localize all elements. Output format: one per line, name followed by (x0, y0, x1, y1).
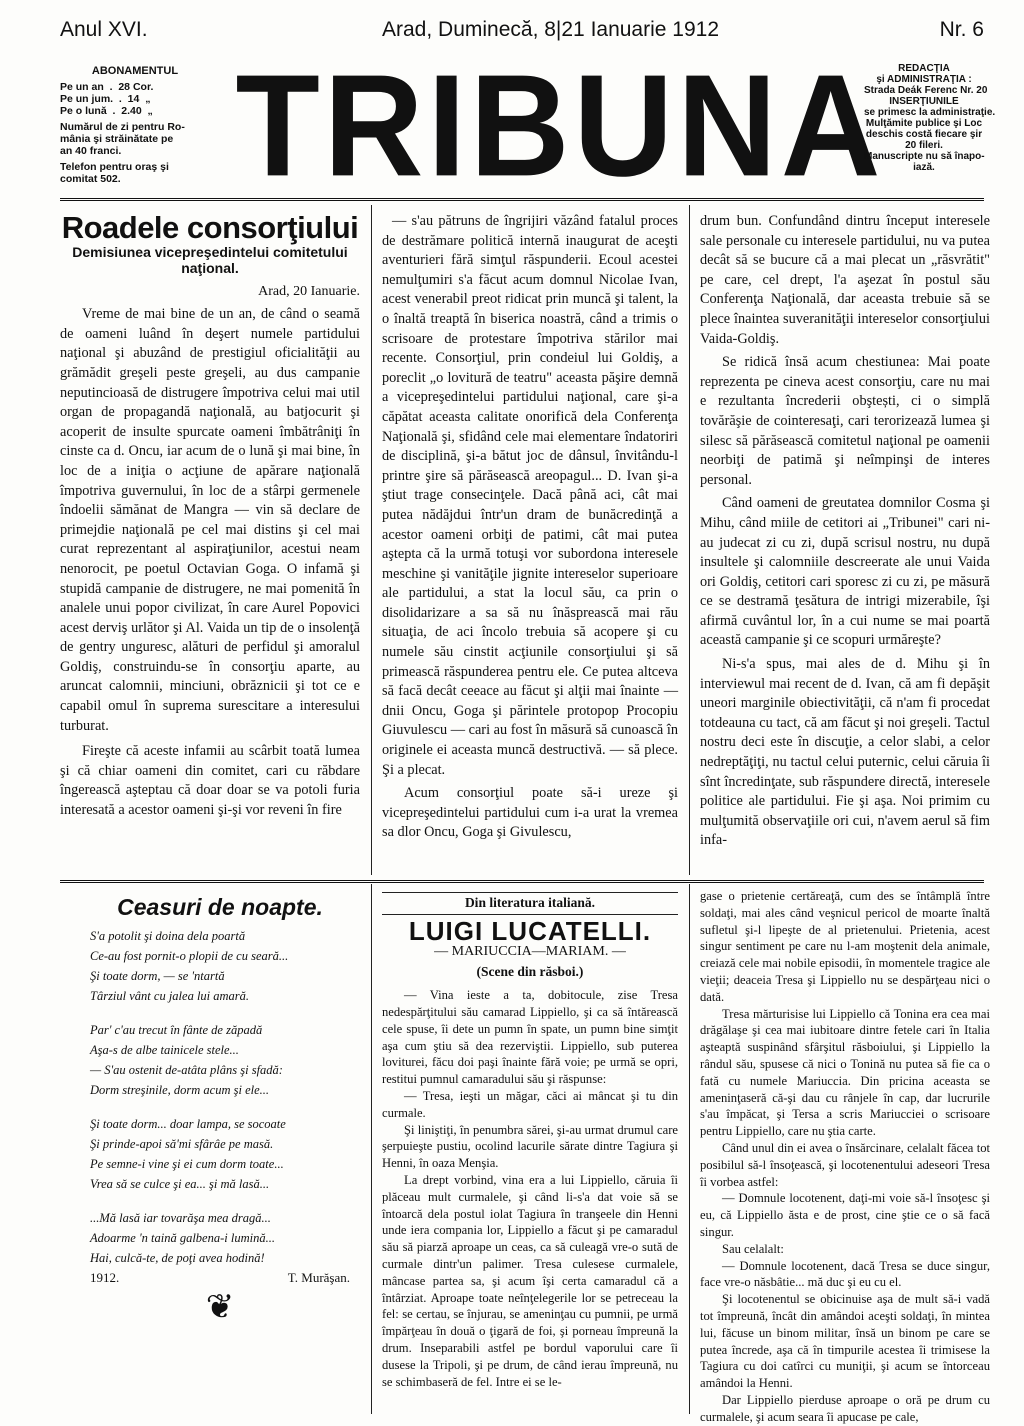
subscription-line: Pe o lună . 2.40 „ (60, 105, 153, 117)
office-line: 20 fileri. (905, 140, 943, 151)
poem-line: ...Mă lasă iar tovarăşa mea dragă... (90, 1210, 271, 1225)
paragraph: drum bun. Confundând dintru început interesele sale personale cu interesele partidului, nu va putea decât să se bucure că a mai plecat un „răsvrătit" pe care, cel drept, l'a aşezat în postul său Conferenţa Naţională, dar aceasta trebuie să se plece înaintea suveranităţii intereselor consorţiului Vaida-Goldiş. (700, 213, 990, 347)
paragraph: Sau celalalt: (722, 1241, 784, 1256)
story-title: — MARIUCCIA—MARIAM. — (434, 943, 626, 959)
article-date: Arad, 20 Ianuarie. (258, 283, 360, 299)
poem-line: — S'au ostenit de-atâta plâns şi sfadă: (90, 1062, 283, 1077)
paragraph: Şi locotenentul se obicinuise aşa de mult să-i vadă tot împreună, încât din amândoi aceşti soldaţi, în mintea lui, făcuse un binom militar, însă un binom pe care se putea încrede, aşa că în timpurile acestea îi trimisese la Tagiura cu doi catîrci cu muniţii, şi acum se întorceau amândoi la Henni. (700, 1292, 990, 1391)
subscription-line: Pe un an . 28 Cor. (60, 81, 154, 93)
paragraph: Tresa mărturisise lui Lippiello că Tonina era cea mai drăgălaşe şi cea mai iubitoare dintre fetele cari în Italia aşteaptă suspinând sfârşitul răsboiului, şi Lippiello la rândul său, spusese că nici o Tonină nu putea să fie ca o fată cu numele Mariuccia. Din pricina aceasta se ameninţaseră că-şi dau cu rânjele în cap, dar lucrurile s'au împăcat, şi Tersa a scris Mariucciei o scrisoare pentru Lippiello, care nu ştia carte. (700, 1006, 990, 1139)
office-line: şi ADMINISTRAŢIA : (876, 74, 972, 85)
paragraph: Când oameni de greutatea domnilor Cosma şi Mihu, când miile de cetitori ai „Tribunei" cari ni-au judecat zi cu zi, după scrisul nostru, nu după insultele şi calomniile descreerate ale unui Vaida ori Goldiş, cetitori cari sporesc zi cu zi, pe măsură ce se destramă ţesătura de intrigi mizerabile, îşi afirmă cuvântul lor, în a cui nume se mai poartă această campanie şi ce scopuri urmăreşte? (700, 495, 990, 649)
office-line: se primesc la administraţie. (864, 107, 996, 118)
article-column-1 (60, 210, 360, 821)
poem-author: T. Murăşan. (287, 1269, 350, 1285)
article-headline: Roadele consorţiului (61, 210, 359, 245)
poem-line: Vrea să se culce şi ea... şi mă lasă... (90, 1176, 270, 1191)
literature-column-2 (700, 888, 990, 1426)
paragraph: Fireşte că aceste infamii au scârbit toată lumea şi că chiar oameni din comitet, cari cu răbdare îngerească aşteptau că doar doar se va potoli furia interesată a acestor oameni şi-şi vor reveni în fire (60, 743, 360, 819)
office-line: Manuscripte nu să înapo- (864, 151, 985, 162)
poem-line: S'a potolit şi doina dela poartă (90, 928, 246, 943)
subscription-line: Telefon pentru oraş şi (60, 161, 169, 173)
paragraph: Dar Lippiello pierduse aproape o oră pe drum cu curmalele, şi acum seara îi apucase pe cale, (700, 1392, 990, 1424)
story-note: (Scene din răsboi.) (476, 964, 584, 980)
poem-line: Şi prinde-apoi să'mi sfârâe pe masă. (90, 1136, 274, 1151)
year-label: Anul XVI. (60, 18, 148, 41)
column-divider (371, 205, 372, 875)
paragraph: — Domnule locotenent, dacă Tresa se duce singur, face vre-o năsbâtie... mă duc şi eu cu el. (700, 1258, 990, 1290)
section-title: Din literatura italiană. (382, 892, 678, 915)
subscription-line: comitat 502. (60, 173, 121, 185)
column-divider (689, 884, 690, 1414)
subscription-line: an 40 franci. (60, 145, 122, 157)
masthead-rule (60, 198, 984, 201)
dateline: Arad, Duminecă, 8|21 Ianuarie 1912 (382, 18, 720, 41)
poem-line: Adoarme 'n taină galbena-i lumină... (90, 1230, 275, 1245)
poem-year: 1912. (90, 1269, 120, 1285)
paragraph: Când unul din ei avea o însărcinare, celalalt făcea tot posibilul să-l însoţească, şi locotenentului adeseori Tresa îi vorbea astfel: (700, 1140, 990, 1189)
office-line: REDACŢIA (898, 63, 950, 74)
article-column-2 (382, 212, 678, 843)
paragraph: — Domnule locotenent, daţi-mi voie să-l însoţesc şi eu, că Lippiello ăsta e de prost, cine ştie ce o să facă singur. (700, 1191, 990, 1239)
masthead (60, 45, 996, 207)
subscription-box (60, 65, 210, 185)
poem-column (90, 892, 350, 1326)
paragraph: — s'au pătruns de îngrijiri văzând fatalul proces de destrămare politică internă inaugurat de aceşti aventurieri fără simţul răspunderii. Ecoul acestei nemulţumiri s'a făcut acum domnul Nicolae Ivan, acest venerabil preot ridicat prin muncă şi talent, la o înaltă treaptă în biserica noastră, când a trimis o scrisoare de protestare împotriva stărilor mai recente. Consorţiul, prin condeiul lui Goldiş, a poreclit „o lovitură de teatru" aceasta păşire demnă a vicepreşedintelui partidului naţional, care şi-a căpătat aceasta calitate onorifică dela Conferenţa Naţională şi, sfidând cele mai elementare îndatoriri de disciplină, şi-a bătut joc de dânsul, învitându-l printre şire să părăsească areopagul... D. Ivan şi-a ştiut trage consecinţele. Dacă până aci, cât mai putea nădăjdui într'un dram de bunăcredinţă a acestor oameni orbiţi de patimi, cât mai putea aştepta că la urmă totuşi vor subordona interesele meschine şi vanităţile jignite intereselor superioare ale partidului, a stat la locul său, ca prin o disolidarizare a sa să nu înăsprească mai rău situaţia, de aci încolo trebuia să acopere şi cu numele său cinstit acţiunile consorţiului şi să primească răspunderea pentru ele. Ce putea altceva să facă decât ceeace au făcut şi alţii mai înainte — dnii Oncu, Goga şi părintele protopop Procopiu Giuvulescu — cari au fost în măsură să cunoască în originele ei aceasta muncă destructivă. — să plece. Şi a plecat. (382, 213, 678, 778)
poem-line: Hai, culcă-te, de poţi avea hodină! (90, 1250, 265, 1265)
subscription-title: ABONAMENTUL (91, 65, 179, 77)
poem-line: Târziul vânt cu jalea lui amară. (90, 988, 250, 1003)
office-line: Strada Deák Ferenc Nr. 20 (864, 85, 988, 96)
paragraph: gase o prietenie certăreaţă, cum des se întâmplă între soldaţi, mai ales când veşnicul pericol de moarte înaltă sufletul şi-l lipeşte de al prietenului. Prietenia, acest singur sentiment pe care nu l-am moştenit dela animale, creiază cele mai nobile episodii, în momentele tragice ale vieţii; deaceia Tresa şi Lippiello nu se despărţeau nici o dată. (700, 889, 990, 1004)
office-line: iază. (913, 162, 935, 173)
office-box (864, 63, 996, 173)
literature-column-1 (382, 892, 678, 1390)
paragraph: Vreme de mai bine de un an, de când o seamă de oameni luând în deşert numele partidului naţional şi abuzând de prestigiul oficialităţii au grămădit greşeli peste greşeli, au dus campanie neputincioasă de distrugere împotriva celui mai util organ de propagandă naţională, au batjocurit şi acoperit de insulte spurcate oameni îmbătrâniţi în cinste ca d. Oncu, iar acum de o lună şi mai bine, în loc de a iniţia o acţiune de apărare naţională împotriva guvernului, în loc de a stârpi germenele îndoelii sămănat de Mangra — vin să declare de primejdie naţională pe cel mai distins şi cel mai curat reprezentant al aspiraţiunilor, acestui neam nenorocit, pe poetul Octavian Goga. O infamă şi stupidă campanie de distrugere, ne mai pomenită în analele unui popor civilizat, în care Aurel Popovici acest derviş urlător şi Al. Vaida un tip de o insolenţă de gentry unguresc, alături de perfidul şi amoralul Goldiş, construindu-se în consorţiu aparte, au aruncat calomnii, minciuni, obrăznicii şi tot ce e capabil omul în suprema surescitare a interesului turburat. (60, 306, 360, 734)
flower-ornament-icon: ❦ (205, 1288, 235, 1326)
subscription-line: Pe un jum. . 14 „ (60, 93, 151, 105)
poem-line: Ce-au fost pornit-o plopii de cu seară... (90, 948, 289, 963)
paragraph: — Vina ieste a ta, dobitocule, zise Tresa nedespărţitului său camarad Lippiello, şi ca să întărească cele spuse, îi dete un pumn în spate, un pumn bine simţit aşa cum ştiu să dea rezerviştii. Lippiello, sub puterea loviturei, făcu doi paşi înainte fără voie; pe urmă se opri, restitui pumnul camaradului său şi răspunse: (382, 988, 678, 1087)
article-subtitle: Demisiunea vicepreşedintelui comitetului naţional. (72, 243, 348, 276)
paragraph: — Tresa, ieşti un măgar, căci ai mâncat şi tu din curmale. (382, 1088, 678, 1120)
poem-line: Şi toate dorm... doar lampa, se socoate (90, 1116, 286, 1131)
poem-line: Şi toate dorm, — se 'ntartă (90, 968, 225, 983)
poem-body (90, 926, 350, 1268)
paragraph: Ni-s'a spus, mai ales de d. Mihu şi în interviewul mai recent de d. Ivan, că am fi depăşit uneori marginile obiectivităţii, că n'am fi procedat totdeauna cu tact, că am făcut şi noi greşeli. Tactul nostru deci este în discuţie, a celor slabi, a celor nedreptăţiţi, nu tactul celui puternic, celui căruia îi sînt încredinţate, sub răspundere directă, interesele politice ale partidului. Fie şi aşa. Noi primim cu mulţumită observaţiile ori cui, n'avem aerul să fim infa- (700, 656, 990, 849)
subscription-line: mânia şi străinătate pe (60, 133, 174, 145)
office-line: Mulţămite publice şi Loc (865, 118, 983, 129)
issue-number: Nr. 6 (939, 18, 984, 41)
column-divider (689, 205, 690, 875)
poem-line: Par' c'au trecut în fânte de zăpadă (90, 1022, 263, 1037)
column-divider (371, 884, 372, 1414)
poem-title: Ceasuri de noapte. (117, 894, 323, 920)
newspaper-title: TRIBUNA (235, 45, 885, 207)
poem-line: Aşa-s de albe tainicele stele... (90, 1042, 239, 1057)
office-line: deschis costă fiecare şir (865, 129, 983, 140)
poem-line: Pe semne-i vine şi ei cum dorm toate... (90, 1156, 284, 1171)
subscription-line: Numărul de zi pentru Ro- (60, 121, 185, 133)
paragraph: Se ridică însă acum chestiunea: Mai poate reprezenta pe cineva acest consorţiu, care nu mai e rezultanta încrederii obştești, ci o simplă tovărăşie de cointeresaţi, cari terorizează lumea şi silesc să părăsească comitetul naţional pe oamenii neorbiţi de patimă şi neîmpinşi de interes personal. (700, 354, 990, 488)
poem-line: Dorm streşinile, dorm acum şi ele... (90, 1082, 270, 1097)
office-line: INSERŢIUNILE (889, 96, 959, 107)
dateline-bar (60, 18, 984, 48)
paragraph: Acum consorţiul poate să-i ureze şi vicepreşedintelui partidului cum i-a urat la vremea sa dlor Oncu, Goga şi Givulescu, (382, 785, 678, 841)
story-author: LUIGI LUCATELLI. (408, 915, 652, 946)
poem-signature (90, 1268, 350, 1288)
section-rule (60, 880, 984, 883)
article-column-3 (700, 212, 990, 851)
paragraph: Şi liniştiţi, în penumbra sărei, şi-au urmat drumul care şerpuieşte pustiu, ocolind lacurile sărate dintre Tagiura şi Henni, în oaza Menşia. (382, 1122, 678, 1171)
paragraph: La drept vorbind, vina era a lui Lippiello, căruia îi plăceau mult curmalele, şi când li-s'a dat voie să se întoarcă dela postul iolat Tagiura în tranşeele din Henni unde iera compania lor, Lippiello a făcut şi pe camaradul său să piarză aproape un ceas, ca să culeagă vre-o sută de curmale dintr'un palimer. Tresa culesese curmalele, mâncase partea sa, şi acum îşi certa camaradul că a întârziat. Aproape toate neînţelegerile lor se petreceau la fel: se certau, se înjurau, se ameninţau cu pumnii, pe urmă împărţeau în două o ţigară de foi, şi porneau împreună la drum. Inseparabili astfel pe bordul vaporului care îi dusese la Tripoli, şi pe drum, de când ierau împreună, nu se schimbaseră de fel. Intre ei se le- (382, 1172, 678, 1389)
